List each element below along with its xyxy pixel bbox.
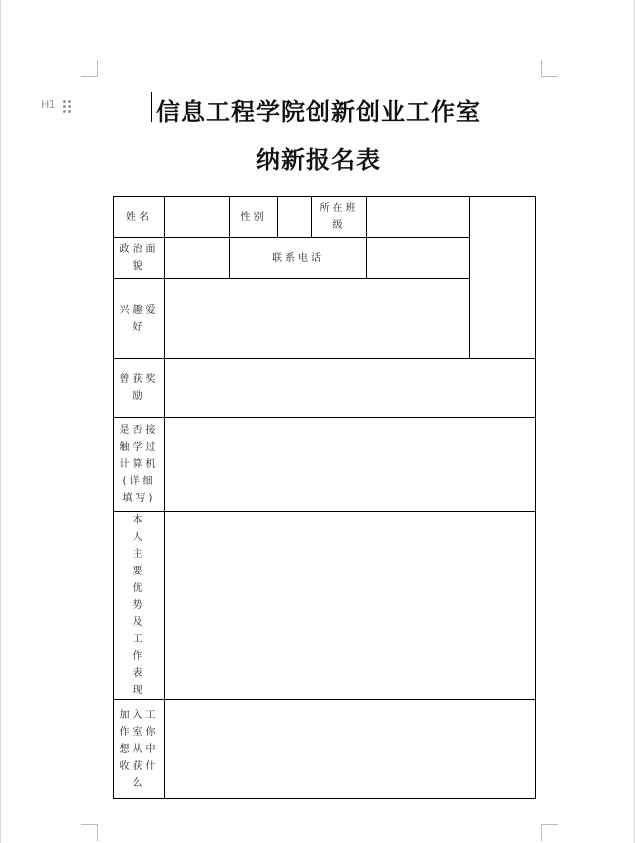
name-label-cell: 姓名 <box>114 197 165 238</box>
expectation-label-cell: 加入工作室你想从中收获什么 <box>114 700 165 799</box>
text-cursor <box>151 92 152 122</box>
name-input-cell[interactable] <box>165 197 230 238</box>
document-subtitle[interactable]: 纳新报名表 <box>256 145 381 174</box>
gender-label-cell: 性别 <box>230 197 278 238</box>
phone-label-cell: 联系电话 <box>230 238 367 279</box>
awards-label-cell: 曾获奖励 <box>114 359 165 418</box>
hobby-input-cell[interactable] <box>165 279 470 359</box>
strengths-input-cell[interactable] <box>165 512 536 700</box>
strengths-label-cell: 本人主要优势及工作表现 <box>114 512 165 700</box>
political-input-cell[interactable] <box>165 238 230 279</box>
margin-corner-top-left <box>81 60 98 77</box>
political-label-cell: 政治面貌 <box>114 238 165 279</box>
gender-input-cell[interactable] <box>278 197 312 238</box>
document-title[interactable]: 信息工程学院创新创业工作室 <box>156 97 481 126</box>
class-input-cell[interactable] <box>367 197 470 238</box>
expectation-input-cell[interactable] <box>165 700 536 799</box>
computer-input-cell[interactable] <box>165 418 536 512</box>
computer-label-cell: 是否接触学过计算机(详细填写) <box>114 418 165 512</box>
awards-input-cell[interactable] <box>165 359 536 418</box>
registration-form-table <box>113 196 536 799</box>
margin-corner-bottom-right <box>541 824 558 841</box>
phone-input-cell[interactable] <box>367 238 470 279</box>
class-label-cell: 所在班级 <box>312 197 367 238</box>
hobby-label-cell: 兴趣爱好 <box>114 279 165 359</box>
photo-cell[interactable] <box>470 197 536 359</box>
heading-level-marker: H1 <box>41 98 56 111</box>
margin-corner-bottom-left <box>81 824 98 841</box>
margin-corner-top-right <box>541 60 558 77</box>
